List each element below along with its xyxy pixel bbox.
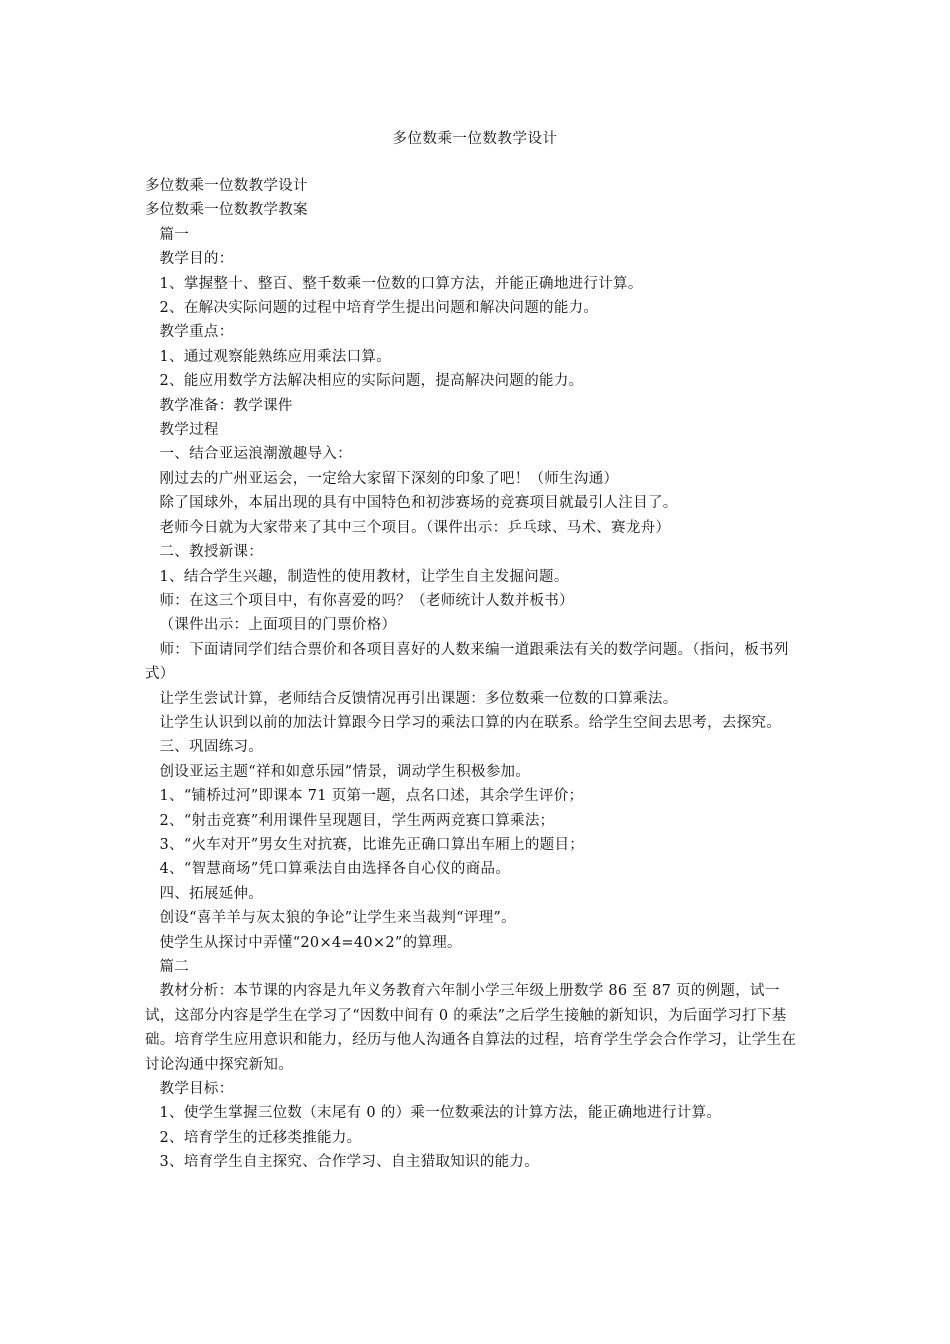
paragraph: 2、培育学生的迁移类推能力。 (159, 1129, 362, 1146)
paragraph: 教学目的： (159, 251, 234, 268)
paragraph: 除了国球外，本届出现的具有中国特色和初涉赛场的竞赛项目就最引人注目了。 (159, 495, 678, 512)
paragraph: 3、培育学生自主探究、合作学习、自主猎取知识的能力。 (159, 1154, 540, 1171)
paragraph: 4、“智慧商场”凭口算乘法自由选择各自心仪的商品。 (159, 861, 511, 878)
paragraph: 篇二 (159, 959, 190, 975)
paragraph: 让学生尝试计算，老师结合反馈情况再引出课题：多位数乘一位数的口算乘法。 (159, 690, 678, 707)
paragraph: 师：下面请同学们结合票价和各项目喜好的人数来编一道跟乘法有关的数学问题。（指问，板书列式） (145, 641, 789, 683)
paragraph: 使学生从探讨中弄懂“20×4=40×2”的算理。 (159, 934, 462, 951)
paragraph: 师：在这三个项目中，有你喜爱的吗？（老师统计人数并板书） (159, 592, 574, 609)
paragraph: 让学生认识到以前的加法计算跟今日学习的乘法口算的内在联系。给学生空间去思考，去探究。 (159, 714, 782, 731)
paragraph: 1、“铺桥过河”即课本 71 页第一题，点名口述，其余学生评价； (159, 788, 584, 805)
paragraph: 刚过去的广州亚运会，一定给大家留下深刻的印象了吧！（师生沟通） (159, 470, 619, 487)
document-body (145, 174, 805, 1175)
paragraph: 2、能应用数学方法解决相应的实际问题，提高解决问题的能力。 (159, 373, 584, 390)
paragraph: 教学目标： (159, 1081, 234, 1098)
paragraph: 2、在解决实际问题的过程中培育学生提出问题和解决问题的能力。 (159, 300, 599, 317)
paragraph: 三、巩固练习。 (159, 739, 264, 756)
paragraph: 四、拓展延伸。 (159, 885, 264, 902)
paragraph: 创设“喜羊羊与灰太狼的争论”让学生来当裁判“评理”。 (159, 910, 516, 927)
paragraph: 创设亚运主题“祥和如意乐园”情景，调动学生积极参加。 (159, 763, 531, 780)
paragraph: 1、通过观察能熟练应用乘法口算。 (159, 348, 392, 365)
paragraph: 篇一 (159, 226, 190, 243)
paragraph: 1、结合学生兴趣，制造性的使用教材，让学生自主发掘问题。 (159, 568, 569, 585)
paragraph: 多位数乘一位数教学设计 (145, 178, 308, 194)
paragraph: 2、“射击竞赛”利用课件呈现题目，学生两两竞赛口算乘法； (159, 812, 555, 829)
paragraph: 一、结合亚运浪潮激趣导入： (159, 446, 352, 463)
paragraph: 二、教授新课： (159, 544, 264, 561)
paragraph: 3、“火车对开”男女生对抗赛，比谁先正确口算出车厢上的题目； (159, 836, 585, 853)
paragraph: 教学过程 (159, 422, 219, 439)
paragraph: 教学重点： (159, 324, 234, 341)
paragraph: 教学准备：教学课件 (159, 397, 293, 414)
paragraph: （课件出示：上面项目的门票价格） (159, 617, 397, 634)
document-title: 多位数乘一位数教学设计 (392, 131, 558, 147)
paragraph: 1、掌握整十、整百、整千数乘一位数的口算方法，并能正确地进行计算。 (159, 275, 643, 292)
paragraph: 教材分析：本节课的内容是九年义务教育六年制小学三年级上册数学 86 至 87 页的例题，试一试，这部分内容是学生在学习了“因数中间有 0 的乘法”之后学生接触的新知识，为后面学习打下基础。培育学生应用意识和能力，经历与他人沟通各自算法的过程，培育学生学会合作学习，让学生在讨论沟通中探究新知。 (145, 983, 797, 1073)
paragraph: 老师今日就为大家带来了其中三个项目。（课件出示：乒乓球、马术、赛龙舟） (159, 519, 671, 536)
paragraph: 多位数乘一位数教学教案 (145, 202, 308, 219)
paragraph: 1、使学生掌握三位数（末尾有 0 的）乘一位数乘法的计算方法，能正确地进行计算。 (159, 1105, 722, 1122)
